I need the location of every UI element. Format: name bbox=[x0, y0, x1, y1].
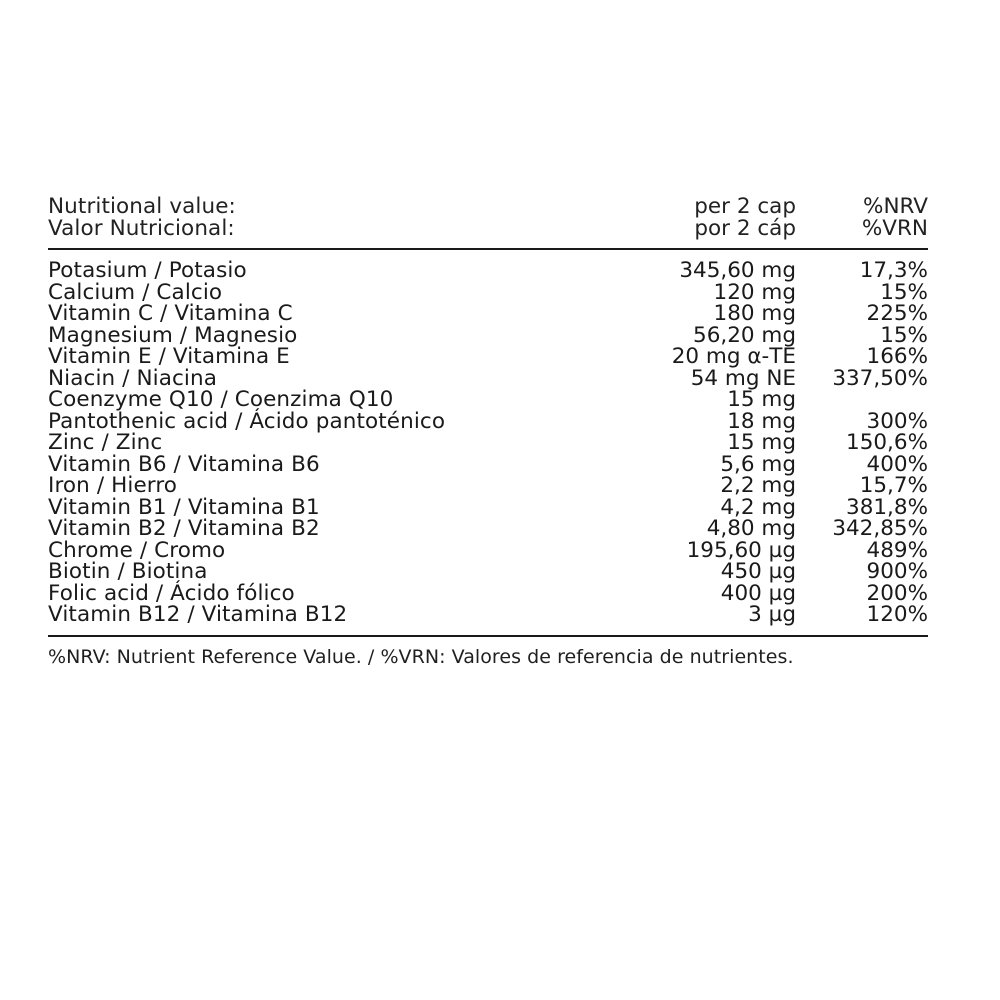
header-amount-english: per 2 cap bbox=[694, 194, 796, 219]
nutrient-nrv: 15% bbox=[880, 279, 928, 305]
nutrient-nrv: 17,3% bbox=[859, 258, 928, 283]
table-row bbox=[48, 497, 928, 519]
nutrient-amount: 5,6 mg bbox=[720, 451, 796, 477]
nutrient-nrv: 225% bbox=[866, 301, 928, 326]
header-nrv-english: %NRV bbox=[863, 194, 928, 219]
nutrient-amount: 120 mg bbox=[713, 279, 796, 305]
table-row bbox=[48, 346, 928, 368]
nutrient-nrv: 900% bbox=[866, 559, 928, 584]
table-row bbox=[48, 604, 928, 635]
nutrient-amount: 4,2 mg bbox=[720, 494, 796, 520]
nutrient-amount: 54 mg NE bbox=[690, 365, 796, 391]
header-row-english bbox=[48, 196, 928, 218]
nutrient-amount: 3 µg bbox=[748, 602, 796, 627]
nutrient-nrv: 337,50% bbox=[832, 365, 928, 391]
nutrient-name: Coenzyme Q10 / Coenzima Q10 bbox=[48, 387, 394, 412]
header-label-english: Nutritional value: bbox=[48, 194, 236, 219]
nutrient-name: Magnesium / Magnesio bbox=[48, 322, 298, 348]
nutrient-nrv: 300% bbox=[866, 408, 928, 434]
nutrient-amount: 15 mg bbox=[727, 430, 796, 455]
nutrient-name: Vitamin B12 / Vitamina B12 bbox=[48, 602, 348, 627]
nutrition-values-table bbox=[48, 250, 928, 635]
nrv-footnote: %NRV: Nutrient Reference Value. / %VRN: Valores de referencia de nutrientes. bbox=[48, 645, 794, 668]
nutrient-name: Chrome / Cromo bbox=[48, 537, 226, 563]
nutrient-nrv: 150,6% bbox=[846, 430, 928, 455]
table-row bbox=[48, 475, 928, 497]
table-row bbox=[48, 389, 928, 411]
table-row bbox=[48, 561, 928, 583]
nutrient-name: Vitamin C / Vitamina C bbox=[48, 301, 293, 326]
nutrient-name: Iron / Hierro bbox=[48, 473, 178, 498]
nutrient-nrv: 342,85% bbox=[832, 516, 928, 541]
nutrient-name: Pantothenic acid / Ácido pantoténico bbox=[48, 408, 446, 434]
nutrient-name: Biotin / Biotina bbox=[48, 559, 208, 584]
table-row bbox=[48, 411, 928, 433]
nutrient-amount: 20 mg α-TE bbox=[671, 344, 796, 369]
table-row bbox=[48, 368, 928, 390]
nutrient-amount: 195,60 µg bbox=[686, 537, 796, 563]
nutrient-name: Potasium / Potasio bbox=[48, 258, 247, 283]
nutrient-nrv: 166% bbox=[866, 344, 928, 369]
nutrient-name: Folic acid / Ácido fólico bbox=[48, 580, 295, 606]
nutrient-name: Niacin / Niacina bbox=[48, 365, 217, 391]
nutrient-name: Vitamin E / Vitamina E bbox=[48, 344, 290, 369]
nutrient-name: Vitamin B2 / Vitamina B2 bbox=[48, 516, 320, 541]
table-row bbox=[48, 583, 928, 605]
header-row-spanish bbox=[48, 218, 928, 249]
table-row bbox=[48, 432, 928, 454]
nutrient-name: Calcium / Calcio bbox=[48, 279, 223, 305]
nutrient-nrv bbox=[796, 389, 928, 411]
nutrient-amount: 345,60 mg bbox=[679, 258, 796, 283]
nutrient-amount: 400 µg bbox=[720, 580, 796, 606]
header-label-spanish: Valor Nutricional: bbox=[48, 215, 235, 241]
table-row bbox=[48, 325, 928, 347]
nutrient-amount: 450 µg bbox=[720, 559, 796, 584]
nutrition-facts-panel bbox=[48, 196, 928, 668]
nutrient-name: Vitamin B1 / Vitamina B1 bbox=[48, 494, 320, 520]
table-row bbox=[48, 540, 928, 562]
nutrient-name: Zinc / Zinc bbox=[48, 430, 163, 455]
nutrient-name: Vitamin B6 / Vitamina B6 bbox=[48, 451, 320, 477]
nutrient-nrv: 200% bbox=[866, 580, 928, 606]
nutrient-amount: 15 mg bbox=[727, 387, 796, 412]
nutrient-nrv: 381,8% bbox=[846, 494, 928, 520]
table-row bbox=[48, 303, 928, 325]
nutrient-nrv: 15% bbox=[880, 322, 928, 348]
nutrient-nrv: 15,7% bbox=[859, 473, 928, 498]
nutrient-nrv: 400% bbox=[866, 451, 928, 477]
nutrient-amount: 4,80 mg bbox=[706, 516, 796, 541]
table-row bbox=[48, 282, 928, 304]
header-nrv-spanish: %VRN bbox=[861, 215, 928, 241]
nutrient-amount: 180 mg bbox=[713, 301, 796, 326]
table-row bbox=[48, 518, 928, 540]
table-row bbox=[48, 250, 928, 282]
table-row bbox=[48, 454, 928, 476]
nutrient-amount: 18 mg bbox=[727, 408, 796, 434]
nutrient-nrv: 120% bbox=[866, 602, 928, 627]
header-amount-spanish: por 2 cáp bbox=[694, 215, 796, 241]
nutrient-amount: 56,20 mg bbox=[693, 322, 796, 348]
nutrient-amount: 2,2 mg bbox=[720, 473, 796, 498]
nutrient-nrv: 489% bbox=[866, 537, 928, 563]
nutrition-header-table bbox=[48, 196, 928, 248]
